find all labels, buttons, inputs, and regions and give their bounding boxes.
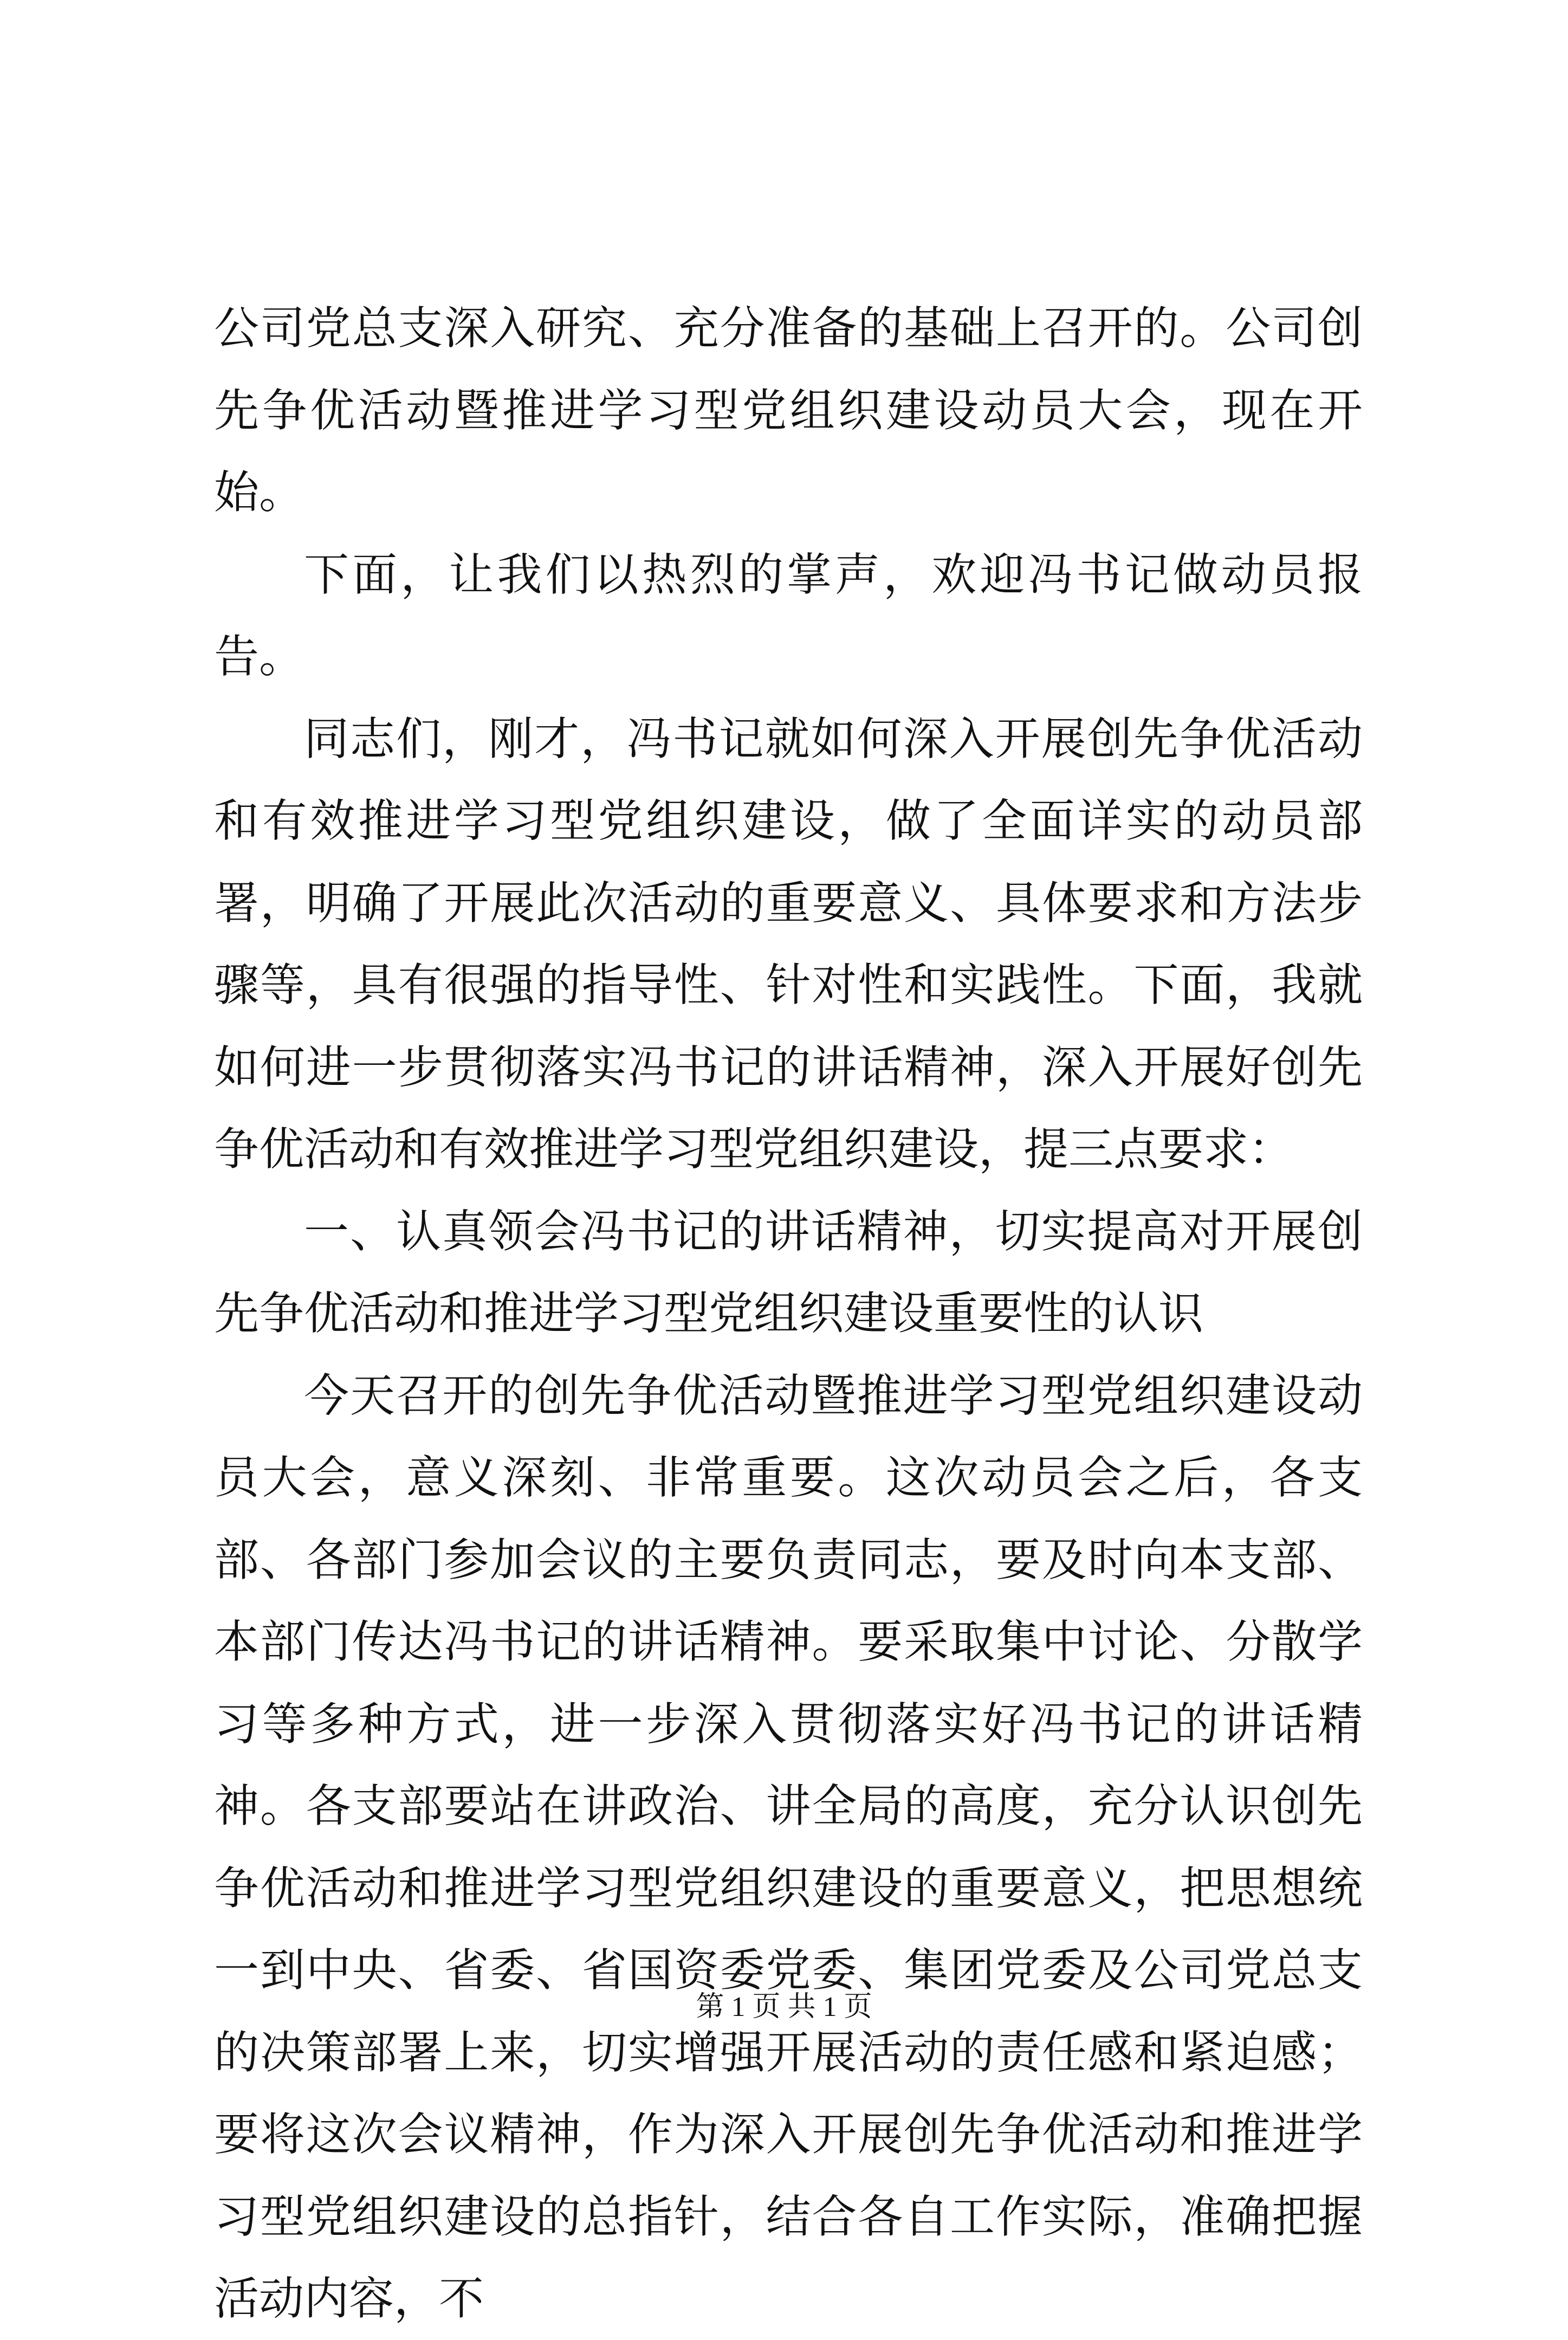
paragraph-4: 今天召开的创先争优活动暨推进学习型党组织建设动员大会，意义深刻、非常重要。这次动员会之后，各支部、各部门参加会议的主要负责同志，要及时向本支部、本部门传达冯书记的讲话精神。要采取集中讨论、分散学习等多种方式，进一步深入贯彻落实好冯书记的讲话精神。各支部要站在讲政治、讲全局的高度，充分认识创先争优活动和推进学习型党组织建设的重要意义，把思想统一到中央、省委、省国资委党委、集团党委及公司党总支的决策部署上来，切实增强开展活动的责任感和紧迫感；要将这次会议精神，作为深入开展创先争优活动和推进学习型党组织建设的总指针，结合各自工作实际，准确把握活动内容，不 [214, 1369, 1363, 2325]
paragraph-3: 同志们，刚才，冯书记就如何深入开展创先争优活动和有效推进学习型党组织建设，做了全面详实的动员部署，明确了开展此次活动的重要意义、具体要求和方法步骤等，具有很强的指导性、针对性和实践性。下面，我就如何进一步贯彻落实冯书记的讲话精神，深入开展好创先争优活动和有效推进学习型党组织建设，提三点要求： [214, 712, 1363, 1175]
paragraph-2: 下面，让我们以热烈的掌声，欢迎冯书记做动员报告。 [214, 548, 1363, 683]
section-heading-1: 一、认真领会冯书记的讲话精神，切实提高对开展创先争优活动和推进学习型党组织建设重要性的认识 [214, 1205, 1363, 1340]
document-body [214, 287, 1363, 2340]
paragraph-1: 公司党总支深入研究、充分准备的基础上召开的。公司创先争优活动暨推进学习型党组织建设动员大会，现在开始。 [214, 302, 1363, 519]
page-footer: 第 1 页 共 1 页 [696, 1992, 872, 2022]
